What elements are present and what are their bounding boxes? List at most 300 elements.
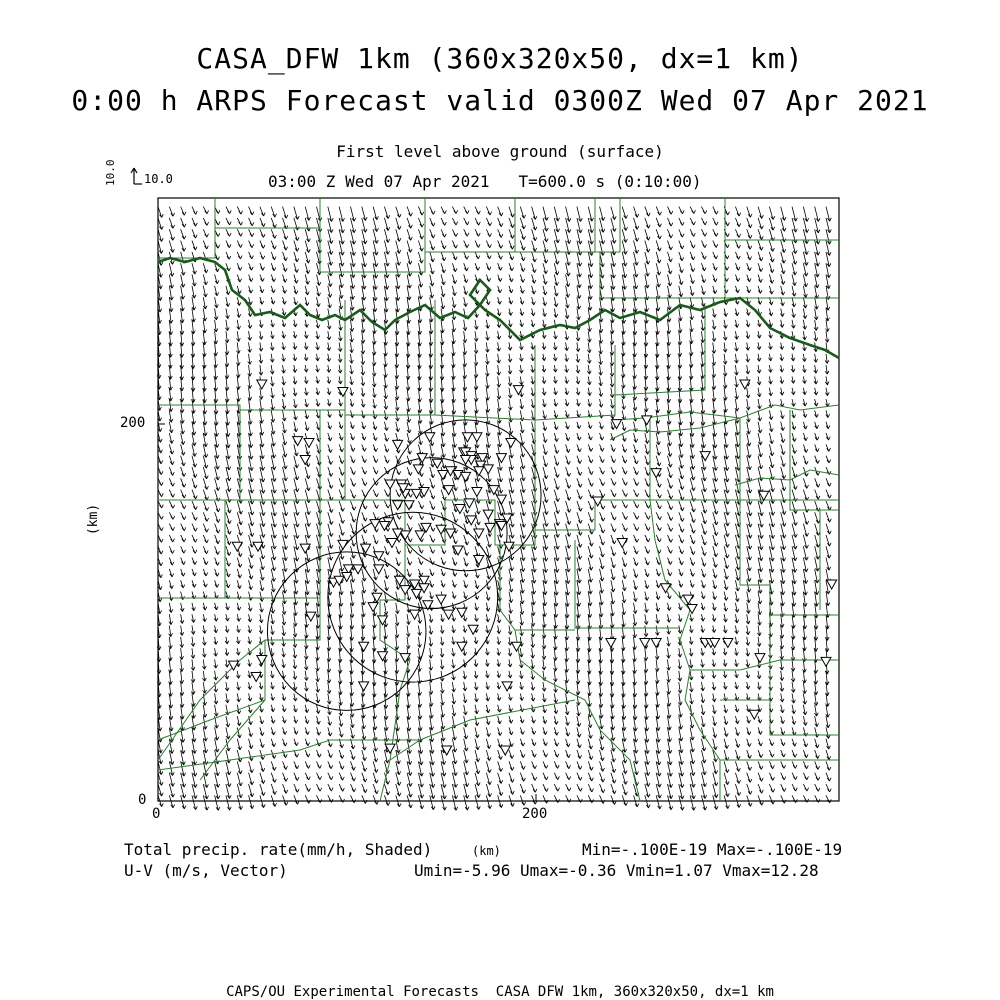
wind-vector (792, 433, 796, 442)
wind-vector (781, 490, 786, 503)
wind-vector (814, 320, 818, 331)
wind-vector (305, 252, 310, 263)
wind-vector (566, 535, 571, 549)
wind-vector (679, 524, 684, 533)
wind-vector (169, 546, 174, 553)
wind-vector (803, 308, 807, 318)
wind-vector (339, 297, 343, 309)
wind-vector (814, 388, 818, 395)
wind-vector (317, 727, 321, 735)
wind-vector (192, 490, 197, 499)
wind-vector (769, 342, 773, 349)
wind-vector (656, 456, 661, 466)
wind-vector (781, 750, 786, 757)
wind-vector (293, 682, 297, 690)
wind-vector (599, 354, 603, 365)
wind-vector (611, 750, 616, 762)
wind-vector (497, 399, 501, 411)
wind-vector (259, 648, 263, 655)
wind-vector (543, 739, 547, 746)
wind-vector (678, 659, 682, 669)
wind-vector (532, 773, 537, 781)
wind-vector (475, 716, 479, 726)
wind-vector (769, 626, 773, 638)
wind-vector (634, 433, 638, 442)
wind-vector (610, 399, 614, 408)
wind-vector (781, 422, 785, 431)
wind-vector (679, 569, 683, 576)
wind-vector (293, 388, 297, 396)
wind-vector (498, 773, 503, 784)
wind-vector (180, 659, 184, 671)
wind-vector (249, 750, 254, 761)
vector-field-label: U-V (m/s, Vector) (124, 861, 288, 880)
wind-vector (826, 784, 831, 792)
wind-vector (225, 637, 229, 644)
wind-vector (259, 626, 263, 634)
station-marker (457, 642, 467, 651)
wind-vector (304, 354, 308, 361)
wind-vector (701, 207, 706, 214)
wind-vector (802, 354, 806, 362)
wind-vector (464, 207, 469, 214)
wind-vector (792, 275, 796, 286)
wind-vector (588, 388, 592, 396)
wind-vector (283, 795, 288, 805)
wind-vector (758, 275, 762, 283)
wind-vector (543, 795, 548, 803)
wind-vector (169, 467, 174, 476)
wind-vector (317, 784, 322, 791)
wind-vector (328, 478, 333, 488)
wind-vector (679, 241, 684, 249)
wind-vector (283, 456, 288, 469)
wind-vector (554, 716, 558, 724)
wind-vector (690, 693, 694, 704)
station-marker (483, 510, 493, 519)
wind-vector (723, 659, 727, 666)
wind-vector (373, 512, 378, 520)
wind-vector (747, 286, 751, 293)
wind-vector (181, 444, 185, 455)
wind-vector (282, 410, 286, 421)
wind-vector (780, 659, 784, 670)
wind-vector (746, 365, 750, 374)
wind-vector (757, 682, 761, 690)
wind-vector (735, 376, 739, 387)
wind-vector (826, 308, 830, 321)
wind-vector (294, 478, 299, 492)
wind-vector (293, 376, 297, 384)
wind-vector (475, 207, 480, 215)
wind-vector (237, 308, 241, 317)
wind-vector (634, 512, 639, 519)
wind-vector (565, 705, 569, 715)
station-marker (413, 465, 423, 474)
wind-vector (293, 342, 297, 349)
wind-vector (667, 682, 671, 694)
wind-vector (339, 320, 343, 331)
wind-vector (713, 558, 718, 568)
wind-vector (328, 512, 333, 524)
wind-vector (497, 659, 501, 666)
wind-vector (328, 716, 332, 725)
wind-vector (236, 671, 240, 679)
wind-vector (373, 773, 378, 783)
wind-vector (532, 761, 537, 768)
wind-vector (362, 727, 366, 739)
wind-vector (452, 693, 456, 704)
wind-vector (192, 241, 197, 250)
wind-vector (430, 569, 434, 576)
wind-vector (328, 705, 332, 715)
wind-vector (679, 478, 684, 489)
wind-vector (440, 626, 444, 634)
wind-vector (781, 410, 785, 418)
wind-vector (452, 275, 456, 284)
county-line (650, 500, 720, 801)
wind-vector (236, 342, 240, 353)
wind-vector (712, 659, 716, 666)
wind-vector (645, 456, 650, 465)
y-tick-label: 0 (138, 792, 147, 808)
wind-vector (283, 716, 287, 723)
wind-vector (452, 626, 456, 633)
wind-vector (158, 546, 163, 554)
wind-vector (316, 320, 320, 328)
wind-vector (678, 614, 682, 622)
wind-vector (576, 376, 580, 384)
wind-vector (758, 229, 763, 239)
wind-vector (294, 241, 299, 252)
wind-vector (203, 308, 207, 321)
wind-vector (440, 331, 444, 345)
wind-vector (826, 444, 830, 451)
wind-vector (554, 490, 559, 502)
wind-vector (600, 592, 604, 606)
wind-vector (701, 659, 705, 667)
wind-vector (327, 376, 331, 383)
wind-vector (599, 410, 603, 418)
wind-vector (826, 761, 831, 770)
wind-vector (249, 263, 254, 270)
wind-vector (350, 705, 354, 717)
wind-vector (600, 580, 604, 593)
wind-vector (724, 784, 729, 797)
wind-vector (690, 739, 694, 752)
wind-vector (464, 569, 468, 577)
wind-vector (826, 490, 831, 499)
wind-vector (248, 365, 252, 376)
wind-vector (486, 592, 490, 601)
wind-vector (294, 773, 299, 781)
wind-vector (498, 252, 503, 259)
wind-vector (622, 524, 627, 532)
wind-vector (815, 739, 819, 748)
wind-vector (667, 524, 672, 532)
wind-vector (532, 229, 537, 241)
wind-vector (713, 546, 718, 557)
wind-vector (815, 750, 820, 759)
wind-vector (317, 456, 322, 466)
wind-vector (735, 422, 739, 435)
wind-vector (373, 207, 378, 220)
wind-vector (656, 218, 661, 227)
wind-vector (430, 501, 435, 510)
wind-vector (531, 354, 535, 361)
wind-vector (553, 659, 557, 671)
wind-vector (600, 569, 604, 581)
wind-vector (814, 399, 818, 406)
wind-vector (203, 580, 207, 587)
wind-vector (724, 320, 728, 329)
wind-vector (577, 410, 581, 417)
wind-vector (769, 614, 773, 626)
wind-vector (667, 207, 672, 215)
station-marker (359, 682, 369, 691)
station-marker (683, 595, 693, 604)
wind-vector (758, 784, 763, 793)
wind-vector (600, 739, 604, 750)
wind-vector (645, 444, 649, 454)
wind-vector (203, 331, 207, 345)
wind-vector (215, 478, 220, 490)
station-marker (500, 746, 510, 755)
credit-line: CAPS/OU Experimental Forecasts CASA DFW 1km, 360x320x50, dx=1 km (226, 984, 774, 1000)
wind-vector (396, 241, 401, 254)
wind-vector (791, 671, 795, 682)
station-marker (687, 605, 697, 614)
wind-vector (588, 535, 593, 546)
wind-vector (384, 433, 388, 441)
wind-vector (260, 716, 264, 724)
station-marker (506, 438, 516, 447)
wind-vector (441, 727, 445, 741)
wind-vector (158, 241, 163, 254)
wind-vector (542, 354, 546, 361)
wind-vector (746, 626, 750, 635)
wind-vector (259, 682, 263, 689)
wind-vector (486, 399, 490, 412)
wind-vector (701, 342, 705, 354)
wind-vector (441, 490, 446, 501)
wind-vector (735, 626, 739, 634)
wind-vector (520, 716, 524, 723)
wind-vector (181, 512, 186, 519)
wind-vector (283, 739, 287, 746)
wind-vector (542, 365, 546, 372)
wind-vector (769, 490, 774, 504)
wind-vector (781, 761, 786, 768)
wind-vector (565, 331, 569, 340)
wind-vector (679, 501, 684, 511)
wind-vector (452, 207, 457, 214)
wind-vector (214, 659, 218, 668)
wind-vector (339, 750, 344, 759)
wind-vector (588, 524, 593, 535)
wind-vector (430, 263, 435, 274)
wind-vector (815, 524, 820, 536)
wind-vector (746, 342, 750, 350)
wind-vector (226, 761, 231, 775)
wind-vector (769, 478, 774, 491)
wind-vector (826, 558, 831, 571)
wind-vector (780, 705, 784, 713)
wind-vector (542, 682, 546, 691)
wind-vector (746, 648, 750, 656)
wind-vector (249, 286, 253, 293)
wind-vector (679, 603, 683, 610)
wind-vector (588, 467, 593, 475)
wind-vector (690, 207, 695, 214)
wind-vector (679, 716, 683, 729)
wind-vector (554, 456, 559, 466)
wind-vector (554, 410, 558, 418)
wind-vector (735, 569, 739, 581)
wind-vector (769, 422, 773, 432)
wind-vector (600, 422, 604, 429)
wind-vector (757, 331, 761, 338)
wind-vector (259, 354, 263, 363)
wind-vector (283, 241, 288, 251)
wind-vector (690, 308, 694, 319)
wind-vector (248, 614, 252, 622)
wind-vector (384, 207, 389, 219)
wind-vector (260, 422, 264, 436)
wind-vector (781, 501, 786, 515)
wind-vector (701, 603, 705, 610)
wind-vector (498, 761, 503, 771)
wind-vector (622, 501, 627, 508)
wind-vector (815, 456, 820, 464)
wind-vector (475, 784, 480, 798)
wind-vector (328, 750, 333, 758)
wind-vector (757, 388, 761, 397)
wind-vector (519, 342, 523, 349)
wind-vector (236, 354, 240, 366)
wind-vector (588, 761, 593, 770)
wind-vector (271, 614, 275, 624)
wind-vector (667, 252, 672, 262)
wind-vector (792, 727, 796, 735)
wind-vector (724, 614, 728, 622)
wind-vector (237, 739, 241, 750)
wind-vector (723, 682, 727, 689)
wind-vector (735, 761, 740, 771)
wind-vector (701, 761, 706, 775)
wind-vector (283, 750, 288, 758)
wind-vector (531, 671, 535, 680)
wind-vector (283, 727, 287, 734)
wind-vector (520, 263, 525, 271)
wind-vector (792, 207, 797, 222)
wind-vector (611, 501, 616, 509)
wind-vector (757, 365, 761, 373)
wind-vector (464, 546, 469, 555)
wind-vector (701, 241, 706, 248)
wind-vector (735, 603, 739, 612)
wind-vector (259, 342, 263, 351)
wind-vector (825, 331, 829, 342)
wind-vector (667, 297, 671, 310)
wind-vector (418, 218, 423, 227)
wind-vector (566, 761, 571, 768)
wind-vector (260, 263, 265, 270)
wind-vector (169, 229, 174, 240)
wind-vector (430, 218, 435, 226)
wind-vector (814, 308, 818, 319)
wind-vector (225, 365, 229, 379)
wind-vector (158, 218, 163, 230)
wind-vector (452, 263, 457, 272)
wind-vector (271, 727, 275, 735)
wind-vector (203, 626, 207, 634)
wind-vector (202, 637, 206, 646)
wind-vector (441, 218, 446, 226)
wind-vector (294, 795, 299, 804)
wind-vector (769, 456, 774, 468)
wind-vector (486, 241, 491, 248)
wind-vector (781, 716, 785, 724)
wind-vector (769, 252, 774, 262)
wind-vector (826, 727, 830, 738)
wind-vector (192, 275, 196, 287)
wind-vector (441, 241, 446, 249)
wind-vector (270, 637, 274, 646)
wind-vector (327, 365, 331, 372)
wind-vector (803, 433, 807, 441)
wind-vector (248, 693, 252, 701)
wind-vector (713, 705, 717, 714)
wind-vector (713, 795, 718, 809)
wind-vector (769, 218, 774, 230)
wind-vector (769, 410, 773, 419)
wind-vector (679, 512, 684, 521)
wind-vector (531, 308, 535, 315)
wind-vector (316, 682, 320, 692)
wind-vector (724, 558, 729, 569)
wind-vector (520, 592, 524, 604)
wind-vector (407, 795, 412, 808)
wind-vector (203, 546, 208, 554)
wind-vector (418, 229, 423, 239)
wind-vector (757, 671, 761, 679)
wind-vector (203, 478, 208, 489)
wind-vector (192, 308, 196, 322)
wind-vector (747, 761, 752, 770)
wind-vector (169, 614, 173, 624)
wind-vector (600, 467, 605, 474)
wind-vector (181, 569, 185, 576)
wind-vector (271, 569, 275, 582)
wind-vector (271, 422, 275, 435)
wind-vector (486, 693, 490, 701)
wind-vector (463, 331, 467, 343)
wind-vector (338, 342, 342, 351)
wind-vector (497, 648, 501, 655)
wind-vector (712, 693, 716, 701)
wind-vector (509, 603, 513, 614)
wind-vector (622, 433, 626, 441)
wind-vector (509, 218, 514, 228)
wind-vector (690, 218, 695, 225)
wind-vector (712, 388, 716, 402)
wind-vector (225, 626, 229, 633)
wind-vector (599, 399, 603, 407)
wind-vector (543, 750, 548, 757)
wind-vector (588, 433, 592, 440)
wind-vector (576, 693, 580, 705)
